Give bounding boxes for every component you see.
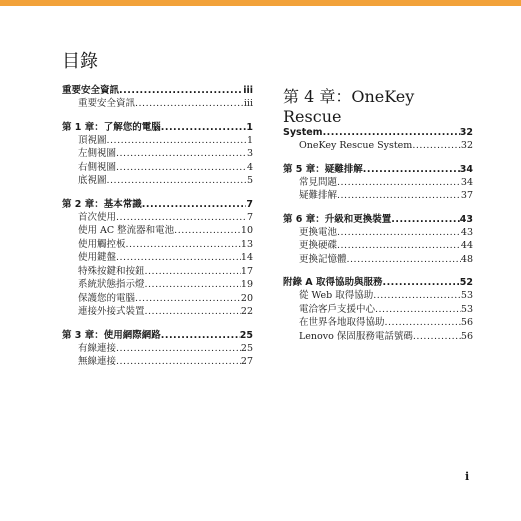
toc-entry-page: 22 (240, 306, 253, 317)
chapter-heading[interactable] (62, 329, 253, 342)
toc-entry[interactable] (62, 134, 253, 148)
toc-entry[interactable] (62, 147, 253, 161)
toc-entry-page: 1 (246, 134, 253, 146)
chapter-heading-line1: 第 4 章：OneKey Rescue (283, 87, 415, 126)
chapter-heading-label: 重要安全資訊 (62, 85, 120, 96)
dot-leader (323, 126, 460, 139)
toc-entry-label: 更換硬碟 (299, 240, 338, 251)
toc-entry-page: 25 (240, 342, 253, 354)
dot-leader (116, 251, 241, 265)
toc-entry-page: 10 (240, 225, 253, 236)
toc-entry-page: 48 (460, 253, 473, 265)
toc-entry[interactable] (283, 139, 473, 153)
toc-entry[interactable] (62, 292, 253, 306)
dot-leader (116, 161, 247, 175)
toc-entry[interactable] (62, 342, 253, 356)
toc-entry-page: 4 (246, 161, 253, 173)
toc-entry-page: 56 (460, 317, 473, 328)
toc-entry-page: 7 (246, 211, 253, 223)
dot-leader (161, 329, 240, 342)
dot-leader (142, 198, 247, 211)
toc-entry[interactable] (283, 253, 473, 267)
toc-entry-page: 17 (240, 265, 253, 277)
toc-entry-page: 56 (460, 330, 473, 342)
dot-leader (145, 305, 241, 319)
toc-entry-label: 更換電池 (299, 226, 338, 238)
chapter-heading-label: 第 1 章：了解您的電腦 (62, 121, 161, 133)
toc-entry-page: iii (243, 98, 253, 109)
dot-leader (382, 276, 459, 289)
toc-entry-page: 27 (240, 356, 253, 367)
toc-entry[interactable] (62, 161, 253, 175)
chapter-heading-page: 34 (459, 163, 473, 175)
toc-entry-label: 電洽客戶支援中心 (299, 303, 376, 315)
chapter-heading-label: 第 2 章：基本常識 (62, 198, 142, 210)
chapter-heading-page: 25 (239, 329, 253, 341)
dot-leader (174, 224, 241, 238)
top-accent-bar (0, 0, 521, 6)
dot-leader (363, 163, 460, 176)
toc-entry-page: 34 (460, 176, 473, 188)
chapter-heading[interactable] (283, 163, 473, 176)
dot-leader (337, 239, 461, 253)
toc-entry[interactable] (62, 97, 253, 111)
chapter-heading[interactable] (283, 213, 473, 226)
toc-entry[interactable] (62, 305, 253, 319)
toc-entry-page: 53 (460, 303, 473, 315)
dot-leader (145, 278, 241, 292)
toc-entry-label: 使用觸控板 (78, 238, 126, 250)
toc-entry-page: 20 (240, 292, 253, 304)
dot-leader (337, 189, 461, 203)
dot-leader (337, 176, 461, 190)
toc-entry-page: 53 (460, 290, 473, 301)
chapter-heading-page: 32 (459, 127, 473, 138)
toc-entry-label: OneKey Rescue System (299, 140, 413, 151)
chapter-heading[interactable] (62, 84, 253, 97)
toc-entry[interactable] (283, 189, 473, 203)
toc-entry[interactable] (283, 303, 473, 317)
chapter-heading-label: 第 6 章：升級和更換裝置 (283, 213, 392, 225)
toc-entry-label: 無線連接 (78, 356, 117, 367)
dot-leader (337, 226, 461, 240)
dot-leader (161, 121, 247, 134)
toc-entry-page: 14 (240, 252, 253, 263)
toc-entry[interactable] (62, 174, 253, 188)
toc-entry-label: 使用鍵盤 (78, 252, 117, 263)
toc-entry-page: 32 (460, 140, 473, 151)
toc-entry-page: 44 (460, 240, 473, 251)
chapter-heading-label: System (283, 127, 323, 138)
toc-entry-label: 右側視圖 (78, 161, 117, 173)
dot-leader (116, 355, 241, 369)
toc-entry-label: 更換記憶體 (299, 253, 347, 265)
toc-entry-label: 左側視圖 (78, 148, 117, 159)
toc-entry[interactable] (283, 330, 473, 344)
chapter-heading-label: 第 3 章：使用網際網路 (62, 329, 161, 341)
toc-entry[interactable] (283, 289, 473, 303)
toc-entry-label: 在世界各地取得協助 (299, 317, 385, 328)
toc-entry[interactable] (62, 238, 253, 252)
toc-entry-label: 系統狀態指示燈 (78, 279, 145, 290)
toc-entry-page: 13 (240, 238, 253, 250)
dot-leader (135, 97, 244, 111)
toc-entry-label: 首次使用 (78, 211, 117, 223)
toc-left-column (62, 84, 253, 369)
page-number: i (465, 470, 470, 483)
toc-entry-label: 連接外接式裝置 (78, 306, 145, 317)
dot-leader (385, 316, 461, 330)
toc-entry-label: 從 Web 取得協助 (299, 290, 374, 301)
toc-entry-page: 5 (246, 175, 253, 186)
chapter-heading[interactable] (283, 126, 473, 139)
toc-entry[interactable] (62, 278, 253, 292)
toc-entry[interactable] (62, 265, 253, 279)
toc-entry[interactable] (62, 211, 253, 225)
dot-leader (119, 84, 243, 97)
dot-leader (347, 253, 461, 267)
toc-entry[interactable] (62, 224, 253, 238)
dot-leader (107, 174, 247, 188)
toc-entry[interactable] (283, 226, 473, 240)
toc-entry-label: 頂視圖 (78, 134, 107, 146)
toc-entry[interactable] (283, 316, 473, 330)
chapter-heading-page: iii (243, 85, 253, 96)
dot-leader (412, 139, 461, 153)
dot-leader (413, 330, 461, 344)
toc-entry-label: 特殊按鍵和按鈕 (78, 265, 145, 277)
toc-entry-page: 37 (460, 190, 473, 201)
toc-entry-page: 19 (240, 279, 253, 290)
toc-entry-label: 重要安全資訊 (78, 98, 136, 109)
dot-leader (135, 292, 241, 306)
chapter-heading-page: 52 (459, 277, 473, 288)
page-title: 目錄 (62, 51, 98, 72)
toc-entry[interactable] (62, 251, 253, 265)
dot-leader (116, 342, 241, 356)
toc-entry-label: Lenovo 保固服務電話號碼 (299, 330, 413, 342)
toc-entry-label: 保護您的電腦 (78, 292, 136, 304)
toc-entry-label: 疑難排解 (299, 190, 338, 201)
toc-entry[interactable] (283, 176, 473, 190)
toc-entry-label: 使用 AC 整流器和電池 (78, 225, 175, 236)
dot-leader (391, 213, 460, 226)
chapter-heading[interactable] (62, 198, 253, 211)
toc-entry-label: 底視圖 (78, 175, 107, 186)
toc-entry-label: 有線連接 (78, 342, 117, 354)
chapter-heading-label: 附錄 A 取得協助與服務 (283, 277, 383, 288)
toc-entry[interactable] (283, 239, 473, 253)
chapter-heading[interactable] (283, 276, 473, 289)
dot-leader (375, 303, 461, 317)
toc-entry[interactable] (62, 355, 253, 369)
chapter-heading-page: 7 (246, 198, 253, 210)
dot-leader (145, 265, 241, 279)
dot-leader (116, 211, 247, 225)
chapter-heading-page: 43 (459, 213, 473, 225)
chapter-heading-label: 第 5 章：疑難排解 (283, 163, 363, 175)
chapter-heading-page: 1 (246, 121, 253, 133)
dot-leader (373, 289, 461, 303)
toc-entry-label: 常見問題 (299, 176, 338, 188)
dot-leader (126, 238, 241, 252)
chapter-heading[interactable] (62, 121, 253, 134)
dot-leader (116, 147, 247, 161)
toc-entry-page: 3 (246, 148, 253, 159)
toc-entry-page: 43 (460, 226, 473, 238)
toc-right-column (283, 84, 473, 343)
dot-leader (107, 134, 247, 148)
